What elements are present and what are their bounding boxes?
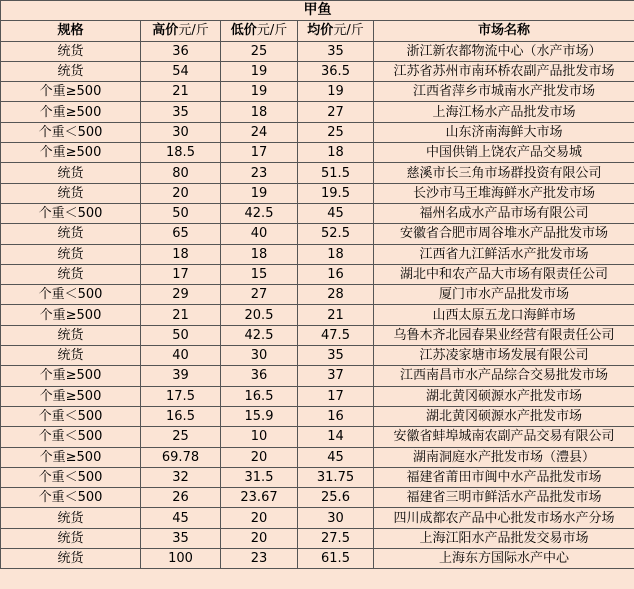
cell-high: 25 — [141, 427, 221, 447]
cell-market: 长沙市马王堆海鲜水产批发市场 — [374, 183, 634, 203]
cell-market: 上海江阳水产品批发交易市场 — [374, 528, 634, 548]
cell-high: 36 — [141, 41, 221, 61]
cell-low: 16.5 — [221, 386, 298, 406]
cell-low: 19 — [221, 183, 298, 203]
table-body — [1, 41, 634, 569]
cell-spec: 统货 — [1, 528, 141, 548]
table-row — [1, 488, 634, 508]
cell-avg: 61.5 — [298, 549, 374, 569]
header-spec-label: 规格 — [57, 23, 84, 39]
cell-market: 江苏省苏州市南环桥农副产品批发市场 — [374, 61, 634, 81]
header-market — [374, 21, 634, 41]
cell-avg: 21 — [298, 305, 374, 325]
cell-avg: 19 — [298, 82, 374, 102]
cell-avg: 16 — [298, 264, 374, 284]
table-row — [1, 183, 634, 203]
cell-market: 江西省萍乡市城南水产批发市场 — [374, 82, 634, 102]
cell-market: 山东济南海鲜大市场 — [374, 122, 634, 142]
cell-low: 36 — [221, 366, 298, 386]
title-row — [1, 1, 634, 21]
header-spec — [1, 21, 141, 41]
cell-low: 19 — [221, 61, 298, 81]
cell-spec: 统货 — [1, 508, 141, 528]
cell-low: 27 — [221, 285, 298, 305]
header-avg — [298, 21, 374, 41]
cell-market: 慈溪市长三角市场群投资有限公司 — [374, 163, 634, 183]
cell-avg: 28 — [298, 285, 374, 305]
cell-high: 69.78 — [141, 447, 221, 467]
header-low-label: 低价 — [230, 23, 257, 39]
cell-market: 江苏凌家塘市场发展有限公司 — [374, 346, 634, 366]
table-row — [1, 82, 634, 102]
cell-avg: 31.75 — [298, 467, 374, 487]
cell-low: 20 — [221, 447, 298, 467]
cell-market: 中国供销上饶农产品交易城 — [374, 143, 634, 163]
cell-high: 39 — [141, 366, 221, 386]
cell-high: 32 — [141, 467, 221, 487]
cell-high: 35 — [141, 102, 221, 122]
header-low-unit: 元/斤 — [256, 23, 288, 39]
cell-avg: 45 — [298, 203, 374, 223]
cell-market: 湖北黄冈硕源水产批发市场 — [374, 406, 634, 426]
table-row — [1, 203, 634, 223]
table-row — [1, 122, 634, 142]
cell-spec: 统货 — [1, 264, 141, 284]
cell-market: 江西省九江鲜活水产批发市场 — [374, 244, 634, 264]
cell-spec: 统货 — [1, 325, 141, 345]
cell-spec: 个重＜500 — [1, 427, 141, 447]
cell-avg: 27 — [298, 102, 374, 122]
cell-spec: 个重＜500 — [1, 406, 141, 426]
cell-low: 23 — [221, 163, 298, 183]
cell-spec: 个重≥500 — [1, 102, 141, 122]
table-row — [1, 325, 634, 345]
header-high-label: 高价 — [152, 23, 179, 39]
cell-market: 福州名成水产品市场有限公司 — [374, 203, 634, 223]
cell-high: 20 — [141, 183, 221, 203]
cell-spec: 统货 — [1, 224, 141, 244]
table-row — [1, 224, 634, 244]
table-row — [1, 102, 634, 122]
cell-spec: 统货 — [1, 183, 141, 203]
cell-low: 20 — [221, 528, 298, 548]
header-high — [141, 21, 221, 41]
cell-low: 42.5 — [221, 203, 298, 223]
table-row — [1, 305, 634, 325]
cell-avg: 37 — [298, 366, 374, 386]
cell-spec: 统货 — [1, 346, 141, 366]
cell-high: 54 — [141, 61, 221, 81]
table-row — [1, 508, 634, 528]
cell-high: 30 — [141, 122, 221, 142]
cell-avg: 18 — [298, 143, 374, 163]
cell-market: 上海江杨水产品批发市场 — [374, 102, 634, 122]
cell-market: 乌鲁木齐北园春果业经营有限责任公司 — [374, 325, 634, 345]
cell-spec: 统货 — [1, 549, 141, 569]
cell-low: 17 — [221, 143, 298, 163]
table-row — [1, 528, 634, 548]
table-row — [1, 366, 634, 386]
cell-market: 浙江新农都物流中心（水产市场） — [374, 41, 634, 61]
cell-low: 15 — [221, 264, 298, 284]
cell-avg: 35 — [298, 346, 374, 366]
cell-avg: 52.5 — [298, 224, 374, 244]
cell-low: 18 — [221, 244, 298, 264]
table-row — [1, 264, 634, 284]
table-row — [1, 427, 634, 447]
header-high-unit: 元/斤 — [178, 23, 209, 39]
cell-market: 湖南洞庭水产批发市场（澧县） — [374, 447, 634, 467]
cell-spec: 统货 — [1, 163, 141, 183]
header-avg-label: 均价 — [307, 23, 334, 39]
table-row — [1, 143, 634, 163]
table-row — [1, 163, 634, 183]
cell-avg: 18 — [298, 244, 374, 264]
cell-spec: 个重≥500 — [1, 305, 141, 325]
table-row — [1, 386, 634, 406]
table-row — [1, 447, 634, 467]
cell-high: 50 — [141, 203, 221, 223]
header-avg-unit: 元/斤 — [333, 23, 364, 39]
cell-market: 四川成都农产品中心批发市场水产分场 — [374, 508, 634, 528]
cell-low: 23 — [221, 549, 298, 569]
cell-high: 18 — [141, 244, 221, 264]
cell-spec: 个重＜500 — [1, 203, 141, 223]
cell-market: 湖北中和农产品大市场有限责任公司 — [374, 264, 634, 284]
cell-spec: 个重≥500 — [1, 366, 141, 386]
cell-low: 18 — [221, 102, 298, 122]
cell-spec: 个重≥500 — [1, 447, 141, 467]
table-title: 甲鱼 — [1, 1, 634, 21]
cell-avg: 30 — [298, 508, 374, 528]
cell-high: 50 — [141, 325, 221, 345]
header-row — [1, 21, 634, 41]
cell-avg: 17 — [298, 386, 374, 406]
cell-high: 65 — [141, 224, 221, 244]
cell-high: 45 — [141, 508, 221, 528]
cell-high: 100 — [141, 549, 221, 569]
cell-avg: 47.5 — [298, 325, 374, 345]
cell-low: 30 — [221, 346, 298, 366]
table-row — [1, 406, 634, 426]
cell-spec: 统货 — [1, 244, 141, 264]
cell-low: 40 — [221, 224, 298, 244]
cell-spec: 个重＜500 — [1, 467, 141, 487]
cell-high: 17.5 — [141, 386, 221, 406]
cell-avg: 51.5 — [298, 163, 374, 183]
cell-avg: 27.5 — [298, 528, 374, 548]
header-market-label: 市场名称 — [478, 23, 531, 39]
cell-low: 15.9 — [221, 406, 298, 426]
cell-avg: 25 — [298, 122, 374, 142]
cell-low: 20.5 — [221, 305, 298, 325]
cell-spec: 个重≥500 — [1, 82, 141, 102]
cell-avg: 16 — [298, 406, 374, 426]
cell-spec: 个重＜500 — [1, 122, 141, 142]
cell-low: 19 — [221, 82, 298, 102]
cell-avg: 25.6 — [298, 488, 374, 508]
cell-low: 31.5 — [221, 467, 298, 487]
cell-low: 20 — [221, 508, 298, 528]
cell-spec: 个重＜500 — [1, 285, 141, 305]
cell-low: 10 — [221, 427, 298, 447]
cell-spec: 个重≥500 — [1, 386, 141, 406]
cell-high: 18.5 — [141, 143, 221, 163]
cell-high: 21 — [141, 82, 221, 102]
cell-low: 25 — [221, 41, 298, 61]
table-row — [1, 467, 634, 487]
table-row — [1, 346, 634, 366]
cell-avg: 14 — [298, 427, 374, 447]
cell-high: 29 — [141, 285, 221, 305]
cell-spec: 统货 — [1, 61, 141, 81]
cell-low: 23.67 — [221, 488, 298, 508]
cell-high: 21 — [141, 305, 221, 325]
cell-market: 山西太原五龙口海鲜市场 — [374, 305, 634, 325]
table-row — [1, 244, 634, 264]
cell-market: 安徽省合肥市周谷堆水产品批发市场 — [374, 224, 634, 244]
cell-market: 安徽省蚌埠城南农副产品交易有限公司 — [374, 427, 634, 447]
cell-spec: 个重≥500 — [1, 143, 141, 163]
cell-low: 42.5 — [221, 325, 298, 345]
header-low — [221, 21, 298, 41]
cell-avg: 45 — [298, 447, 374, 467]
table-row — [1, 41, 634, 61]
table-row — [1, 61, 634, 81]
cell-spec: 个重＜500 — [1, 488, 141, 508]
cell-spec: 统货 — [1, 41, 141, 61]
cell-high: 80 — [141, 163, 221, 183]
cell-market: 福建省三明市鲜活水产品批发市场 — [374, 488, 634, 508]
table-row — [1, 549, 634, 569]
cell-high: 16.5 — [141, 406, 221, 426]
cell-high: 35 — [141, 528, 221, 548]
cell-avg: 19.5 — [298, 183, 374, 203]
cell-avg: 36.5 — [298, 61, 374, 81]
cell-market: 江西南昌市水产品综合交易批发市场 — [374, 366, 634, 386]
cell-high: 17 — [141, 264, 221, 284]
cell-low: 24 — [221, 122, 298, 142]
table-row — [1, 285, 634, 305]
cell-avg: 35 — [298, 41, 374, 61]
cell-market: 上海东方国际水产中心 — [374, 549, 634, 569]
cell-high: 40 — [141, 346, 221, 366]
cell-market: 厦门市水产品批发市场 — [374, 285, 634, 305]
cell-high: 26 — [141, 488, 221, 508]
cell-market: 湖北黄冈硕源水产批发市场 — [374, 386, 634, 406]
cell-market: 福建省莆田市闽中水产品批发市场 — [374, 467, 634, 487]
